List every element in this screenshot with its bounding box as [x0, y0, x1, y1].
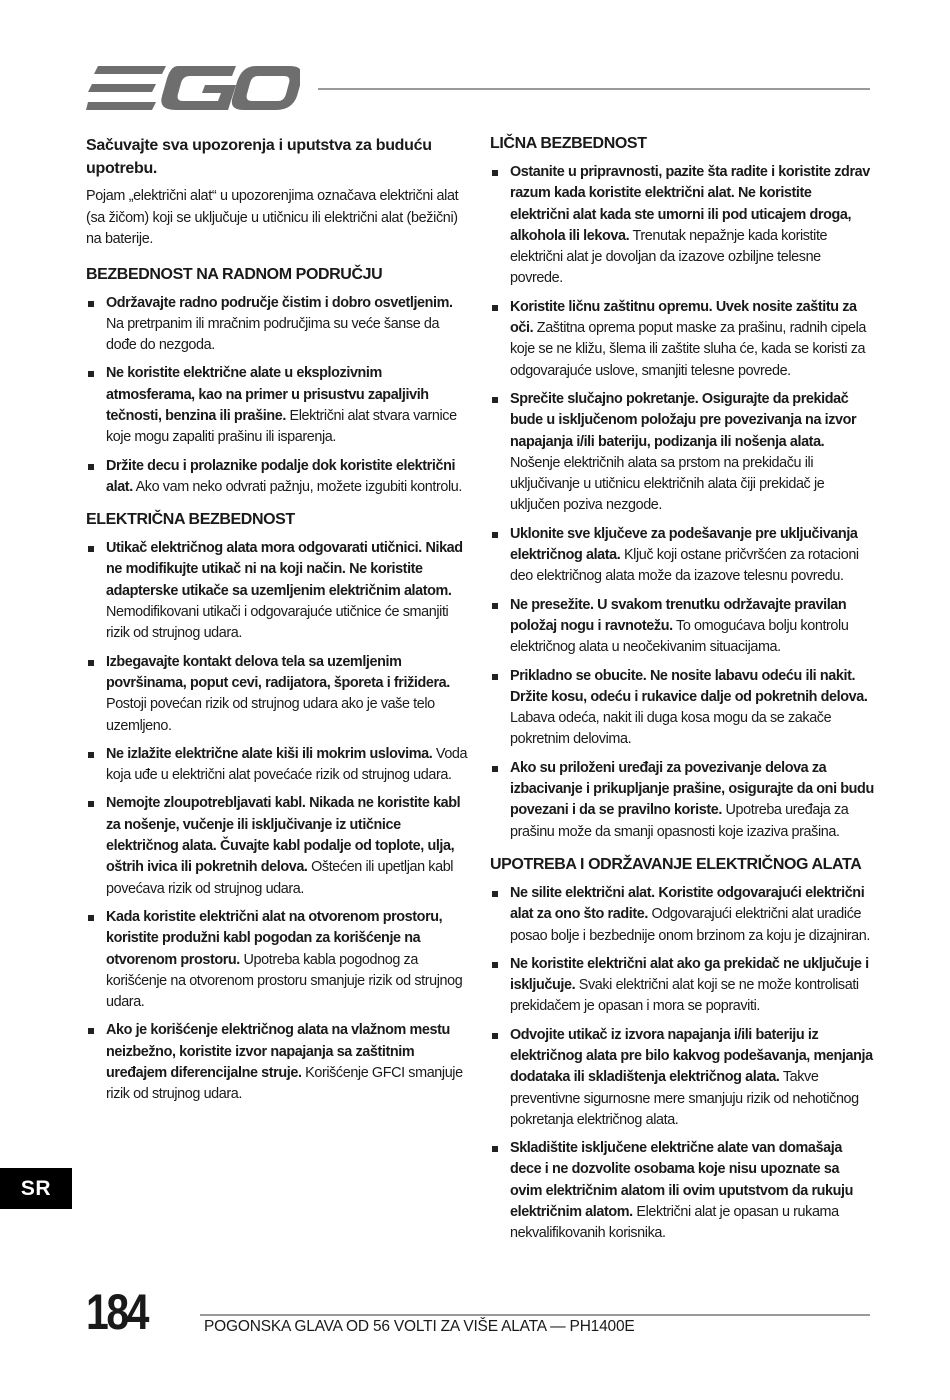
item-text: Korišćenje GFCI smanjuje rizik od strujnog udara.: [106, 1065, 463, 1103]
list-item: [86, 907, 470, 1013]
item-text: Svaki električni alat koji se ne može kontrolisati prekidačem je opasan i mora se popraviti.: [510, 977, 859, 1015]
list-item: [490, 524, 874, 588]
item-text: Električni alat stvara varnice koje mogu zapaliti prašinu ili isparenja.: [106, 407, 457, 446]
item-bold: Držite decu i prolaznike podalje dok koristite električni alat.: [106, 457, 456, 495]
list-item: [86, 793, 470, 899]
list-item: [490, 758, 874, 843]
item-bold: Ne presežite. U svakom trenutku održavajte pravilan položaj nogu i ravnotežu.: [510, 596, 847, 634]
list-item: [86, 363, 470, 448]
item-bold: Ne izlažite električne alate kiši ili mokrim uslovima.: [106, 745, 433, 762]
list-item: [490, 883, 874, 947]
item-text: Nošenje električnih alata sa prstom na prekidaču ili uključivanje u utičnicu električnih alata čiji prekidač je uključen poziva nezgode.: [510, 454, 825, 514]
item-text: Ključ koji ostane pričvršćen za rotacioni deo električnog alata može da izazove telesnu povredu.: [510, 547, 859, 585]
item-bold: Ostanite u pripravnosti, pazite šta radite i koristite zdrav razum kada koristite električni alat. Ne koristite električni alat kada ste umorni ili pod uticajem droga, alkohola ili lekova.: [510, 164, 870, 244]
electrical-list: [86, 538, 470, 1105]
section-title-work-area: BEZBEDNOST NA RADNOM PODRUČJU: [86, 265, 383, 283]
item-bold: Ako su priloženi uređaji za povezivanje delova za izbacivanje i prikupljanje prašine, osigurajte da oni budu povezani i da se pravilno koriste.: [510, 759, 874, 819]
item-bold: Sprečite slučajno pokretanje. Osigurajte da prekidač bude u isključenom položaju pre povezivanja na izvor napajanja i/ili bateriju, podizanja ili nošenja alata.: [510, 390, 857, 450]
item-bold: Skladištite isključene električne alate van domašaja dece i ne dozvolite osobama koje nisu upoznate sa ovim električnim alatom ili ovim uputstvom da rukuju električnim alatom.: [510, 1140, 854, 1221]
item-text: To omogućava bolju kontrolu električnog alata u neočekivanim situacijama.: [510, 617, 849, 656]
item-text: Električni alat je opasan u rukama nekvalifikovanih korisnika.: [510, 1204, 839, 1242]
list-item: [86, 652, 470, 737]
left-column: [86, 134, 470, 1118]
item-bold: Utikač električnog alata mora odgovarati utičnici. Nikad ne modifikujte utikač ni na koji način. Ne koristite adapterske utikače sa uzemljenim električnim alatom.: [106, 540, 463, 599]
work-area-list: [86, 293, 470, 499]
item-bold: Ne silite električni alat. Koristite odgovarajući električni alat za ono što radite.: [510, 884, 865, 923]
list-item: [490, 1025, 874, 1131]
item-text: Nemodifikovani utikači i odgovarajuće utičnice će smanjiti rizik od strujnog udara.: [106, 604, 449, 642]
list-item: [490, 162, 874, 290]
list-item: [86, 1020, 470, 1105]
personal-list: [490, 162, 874, 843]
item-text: Trenutak nepažnje kada koristite električni alat je dovoljan da izazove ozbiljne telesne povrede.: [510, 227, 828, 287]
item-text: Upotreba kabla pogodnog za korišćenje na otvorenom prostoru smanjuje rizik od strujnog udara.: [106, 951, 463, 1011]
item-text: Labava odeća, nakit ili duga kosa mogu da se zakače pokretnim delovima.: [510, 710, 832, 748]
list-item: [490, 297, 874, 382]
item-text: Zaštitna oprema poput maske za prašinu, radnih cipela koje se ne kližu, šlema ili zaštite sluha će, kada se koristi za odgovarajuće uslove, smanjiti telesne povrede.: [510, 320, 866, 379]
item-bold: Izbegavajte kontakt delova tela sa uzemljenim površinama, poput cevi, radijatora, šporeta i frižidera.: [106, 653, 450, 691]
item-text: Takve preventivne sigurnosne mere smanjuju rizik od nehotičnog pokretanja električnog alata.: [510, 1069, 859, 1128]
item-bold: Ne koristite električne alate u eksplozivnim atmosferama, kao na primer u prisustvu zapaljivih tečnosti, benzina ili prašine.: [106, 365, 429, 424]
section-title-use-care: UPOTREBA I ODRŽAVANJE ELEKTRIČNOG ALATA: [490, 855, 862, 873]
intro-text: Pojam „električni alat“ u upozorenjima označava električni alat (sa žičom) koji se uključuje u utičnicu ili električni alat (bežični) na baterije.: [86, 188, 459, 247]
page-number: 184: [86, 1284, 148, 1340]
item-text: Upotreba uređaja za prašinu može da smanji opasnosti koje izaziva prašina.: [510, 802, 849, 840]
list-item: [86, 293, 470, 357]
item-text: Voda koja uđe u električni alat povećaće rizik od strujnog udara.: [106, 745, 468, 784]
header-rule: [318, 88, 870, 90]
item-bold: Odvojite utikač iz izvora napajanja i/ili bateriju iz električnog alata pre bilo kakvog podešavanja, menjanja dodataka ili skladištenja električnog alata.: [510, 1026, 873, 1086]
item-bold: Ne koristite električni alat ako ga prekidač ne uključuje i isključuje.: [510, 955, 869, 994]
ego-logo: [86, 64, 300, 114]
item-text: Odgovarajući električni alat uradiće posao bolje i bezbednije onom brzinom za koju je dizajniran.: [510, 906, 870, 944]
list-item: [490, 1138, 874, 1244]
list-item: [86, 744, 470, 787]
item-bold: Prikladno se obucite. Ne nosite labavu odeću ili nakit. Držite kosu, odeću i rukavice dalje od pokretnih delova.: [510, 667, 868, 705]
section-title-electrical: ELEKTRIČNA BEZBEDNOST: [86, 511, 295, 529]
language-tab: SR: [0, 1168, 72, 1209]
item-text: Na pretrpanim ili mračnim područjima su veće šanse da dođe do nezgoda.: [106, 315, 440, 354]
item-text: Ako vam neko odvrati pažnju, možete izgubiti kontrolu.: [132, 478, 462, 495]
item-text: Oštećen ili upetljan kabl povećava rizik od strujnog udara.: [106, 859, 454, 897]
item-bold: Koristite ličnu zaštitnu opremu. Uvek nosite zaštitu za oči.: [510, 298, 857, 337]
use-care-list: [490, 883, 874, 1245]
list-item: [490, 954, 874, 1018]
list-item: [490, 595, 874, 659]
footer-rule: [200, 1314, 870, 1316]
section-title-personal: LIČNA BEZBEDNOST: [490, 135, 647, 152]
item-bold: Uklonite sve ključeve za podešavanje pre uključivanja električnog alata.: [510, 525, 858, 564]
list-item: [490, 666, 874, 751]
list-item: [86, 456, 470, 499]
list-item: [86, 538, 470, 644]
intro-heading: Sačuvajte sva upozorenja i uputstva za buduću upotrebu.: [86, 137, 432, 177]
list-item: [490, 389, 874, 517]
item-bold: Nemojte zloupotrebljavati kabl. Nikada ne koristite kabl za nošenje, vučenje ili isključivanje iz utičnice električnog alata. Čuvajte kabl podalje od toplote, ulja, oštrih ivica ili pokretnih delova.: [106, 795, 461, 876]
item-text: Postoji povećan rizik od strujnog udara ako je vaše telo uzemljeno.: [106, 696, 435, 734]
right-column: [490, 134, 874, 1257]
footer-title: POGONSKA GLAVA OD 56 VOLTI ZA VIŠE ALATA — PH1400E: [204, 1318, 635, 1335]
item-bold: Održavajte radno područje čistim i dobro osvetljenim.: [106, 294, 453, 311]
item-bold: Kada koristite električni alat na otvorenom prostoru, koristite produžni kabl pogodan za korišćenje na otvorenom prostoru.: [106, 908, 443, 968]
item-bold: Ako je korišćenje električnog alata na vlažnom mestu neizbežno, koristite izvor napajanja sa zaštitnim uređajem diferencijalne struje.: [106, 1022, 450, 1081]
